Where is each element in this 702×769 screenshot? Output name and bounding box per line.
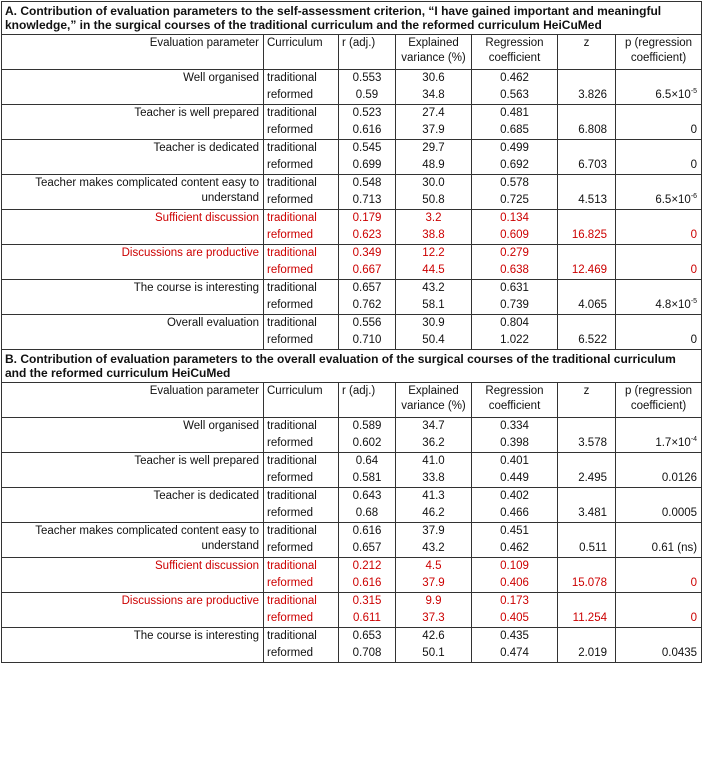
- regression-coefficient-cell: 0.578: [472, 175, 558, 193]
- evaluation-parameter: Teacher is well prepared: [2, 105, 264, 140]
- explained-variance-cell: 37.9: [396, 122, 472, 140]
- results-document: [1, 1, 701, 663]
- regression-coefficient-cell: 0.402: [472, 488, 558, 506]
- explained-variance-cell: 9.9: [396, 593, 472, 611]
- evaluation-parameter: Sufficient discussion: [2, 558, 264, 593]
- explained-variance-cell: 37.9: [396, 523, 472, 541]
- curriculum-cell: traditional: [264, 210, 339, 228]
- table-row: [2, 558, 702, 576]
- r-adj-cell: 0.64: [339, 453, 396, 471]
- header-curriculum: Curriculum: [264, 35, 339, 70]
- regression-coefficient-cell: 0.398: [472, 435, 558, 453]
- p-value: 0: [690, 334, 698, 346]
- explained-variance-cell: 29.7: [396, 140, 472, 158]
- header-p: p (regression coefficient): [616, 383, 702, 418]
- regression-coefficient-cell: 0.466: [472, 505, 558, 523]
- regression-coefficient-cell: 0.435: [472, 628, 558, 646]
- r-adj-cell: 0.667: [339, 262, 396, 280]
- explained-variance-cell: 36.2: [396, 435, 472, 453]
- z-cell: 6.703: [558, 140, 616, 175]
- regression-coefficient-cell: 0.481: [472, 105, 558, 123]
- p-exponent: -5: [690, 298, 698, 305]
- evaluation-parameter: The course is interesting: [2, 280, 264, 315]
- p-cell: [616, 558, 702, 593]
- regression-coefficient-cell: 0.638: [472, 262, 558, 280]
- section-title-row: [2, 2, 702, 35]
- explained-variance-cell: 38.8: [396, 227, 472, 245]
- p-cell: [616, 523, 702, 558]
- table-row: [2, 488, 702, 506]
- table-row: [2, 628, 702, 646]
- r-adj-cell: 0.710: [339, 332, 396, 350]
- explained-variance-cell: 41.3: [396, 488, 472, 506]
- r-adj-cell: 0.611: [339, 610, 396, 628]
- explained-variance-cell: 50.4: [396, 332, 472, 350]
- results-table-body: [2, 2, 702, 663]
- z-cell: 15.078: [558, 558, 616, 593]
- p-value: 0.0005: [661, 507, 698, 519]
- z-cell: 6.808: [558, 105, 616, 140]
- curriculum-cell: traditional: [264, 280, 339, 298]
- explained-variance-cell: 3.2: [396, 210, 472, 228]
- z-cell: 4.513: [558, 175, 616, 210]
- header-r-adj: r (adj.): [339, 383, 396, 418]
- p-value: 0: [690, 577, 698, 589]
- evaluation-parameter: Discussions are productive: [2, 245, 264, 280]
- regression-coefficient-cell: 0.334: [472, 418, 558, 436]
- regression-coefficient-cell: 0.134: [472, 210, 558, 228]
- r-adj-cell: 0.68: [339, 505, 396, 523]
- p-cell: [616, 628, 702, 663]
- p-cell: [616, 105, 702, 140]
- explained-variance-cell: 34.7: [396, 418, 472, 436]
- table-row: [2, 210, 702, 228]
- table-row: [2, 175, 702, 193]
- curriculum-cell: reformed: [264, 157, 339, 175]
- explained-variance-cell: 30.9: [396, 315, 472, 333]
- r-adj-cell: 0.616: [339, 523, 396, 541]
- regression-coefficient-cell: 0.449: [472, 470, 558, 488]
- explained-variance-cell: 42.6: [396, 628, 472, 646]
- regression-coefficient-cell: 0.609: [472, 227, 558, 245]
- p-cell: [616, 140, 702, 175]
- evaluation-parameter: Sufficient discussion: [2, 210, 264, 245]
- z-cell: 3.826: [558, 70, 616, 105]
- p-cell: [616, 488, 702, 523]
- r-adj-cell: 0.556: [339, 315, 396, 333]
- curriculum-cell: traditional: [264, 315, 339, 333]
- curriculum-cell: traditional: [264, 140, 339, 158]
- curriculum-cell: reformed: [264, 540, 339, 558]
- section-title-row: [2, 350, 702, 383]
- header-row: [2, 35, 702, 70]
- explained-variance-cell: 44.5: [396, 262, 472, 280]
- curriculum-cell: traditional: [264, 628, 339, 646]
- z-cell: 11.254: [558, 593, 616, 628]
- header-regression-coefficient: Regression coefficient: [472, 383, 558, 418]
- header-evaluation-parameter: Evaluation parameter: [2, 35, 264, 70]
- p-value: 0: [690, 264, 698, 276]
- evaluation-parameter: Teacher is dedicated: [2, 140, 264, 175]
- curriculum-cell: reformed: [264, 575, 339, 593]
- p-cell: [616, 418, 702, 453]
- r-adj-cell: 0.657: [339, 280, 396, 298]
- p-value: 0.61 (ns): [651, 542, 698, 554]
- z-cell: 3.578: [558, 418, 616, 453]
- z-cell: 0.511: [558, 523, 616, 558]
- curriculum-cell: reformed: [264, 332, 339, 350]
- table-row: [2, 523, 702, 541]
- curriculum-cell: reformed: [264, 645, 339, 663]
- regression-coefficient-cell: 0.405: [472, 610, 558, 628]
- header-p: p (regression coefficient): [616, 35, 702, 70]
- p-value: 0: [690, 229, 698, 241]
- z-cell: 2.019: [558, 628, 616, 663]
- evaluation-parameter: Teacher makes complicated content easy to understand: [2, 523, 264, 558]
- r-adj-cell: 0.59: [339, 87, 396, 105]
- regression-coefficient-cell: 0.692: [472, 157, 558, 175]
- curriculum-cell: traditional: [264, 70, 339, 88]
- regression-coefficient-cell: 0.631: [472, 280, 558, 298]
- p-exponent: -5: [690, 88, 698, 95]
- explained-variance-cell: 4.5: [396, 558, 472, 576]
- header-explained-variance: Explained variance (%): [396, 35, 472, 70]
- p-value: 6.5×10: [655, 194, 691, 206]
- evaluation-parameter: Well organised: [2, 418, 264, 453]
- regression-coefficient-cell: 1.022: [472, 332, 558, 350]
- evaluation-parameter: Teacher is dedicated: [2, 488, 264, 523]
- curriculum-cell: reformed: [264, 435, 339, 453]
- regression-coefficient-cell: 0.406: [472, 575, 558, 593]
- explained-variance-cell: 37.3: [396, 610, 472, 628]
- regression-coefficient-cell: 0.725: [472, 192, 558, 210]
- regression-coefficient-cell: 0.401: [472, 453, 558, 471]
- explained-variance-cell: 43.2: [396, 280, 472, 298]
- r-adj-cell: 0.657: [339, 540, 396, 558]
- curriculum-cell: traditional: [264, 418, 339, 436]
- regression-coefficient-cell: 0.462: [472, 70, 558, 88]
- curriculum-cell: reformed: [264, 505, 339, 523]
- explained-variance-cell: 33.8: [396, 470, 472, 488]
- p-value: 0.0126: [661, 472, 698, 484]
- r-adj-cell: 0.523: [339, 105, 396, 123]
- explained-variance-cell: 48.9: [396, 157, 472, 175]
- table-row: [2, 70, 702, 88]
- p-value: 0.0435: [661, 647, 698, 659]
- table-row: [2, 315, 702, 333]
- regression-coefficient-cell: 0.109: [472, 558, 558, 576]
- p-exponent: -6: [690, 193, 698, 200]
- header-regression-coefficient: Regression coefficient: [472, 35, 558, 70]
- p-cell: [616, 70, 702, 105]
- section-title: B. Contribution of evaluation parameters to the overall evaluation of the surgical courses of the traditional curriculum and the reformed curriculum HeiCuMed: [2, 350, 702, 383]
- p-cell: [616, 280, 702, 315]
- r-adj-cell: 0.708: [339, 645, 396, 663]
- explained-variance-cell: 37.9: [396, 575, 472, 593]
- explained-variance-cell: 27.4: [396, 105, 472, 123]
- r-adj-cell: 0.616: [339, 122, 396, 140]
- curriculum-cell: traditional: [264, 245, 339, 263]
- p-cell: [616, 593, 702, 628]
- r-adj-cell: 0.548: [339, 175, 396, 193]
- p-value: 4.8×10: [655, 299, 691, 311]
- z-cell: 2.495: [558, 453, 616, 488]
- r-adj-cell: 0.602: [339, 435, 396, 453]
- header-z: z: [558, 35, 616, 70]
- explained-variance-cell: 30.0: [396, 175, 472, 193]
- regression-coefficient-cell: 0.499: [472, 140, 558, 158]
- z-cell: 12.469: [558, 245, 616, 280]
- table-row: [2, 593, 702, 611]
- p-value: 0: [690, 612, 698, 624]
- curriculum-cell: reformed: [264, 297, 339, 315]
- header-explained-variance: Explained variance (%): [396, 383, 472, 418]
- regression-coefficient-cell: 0.451: [472, 523, 558, 541]
- explained-variance-cell: 34.8: [396, 87, 472, 105]
- r-adj-cell: 0.643: [339, 488, 396, 506]
- evaluation-parameter: Teacher makes complicated content easy to understand: [2, 175, 264, 210]
- r-adj-cell: 0.713: [339, 192, 396, 210]
- evaluation-parameter: Well organised: [2, 70, 264, 105]
- regression-coefficient-cell: 0.563: [472, 87, 558, 105]
- p-cell: [616, 175, 702, 210]
- r-adj-cell: 0.553: [339, 70, 396, 88]
- curriculum-cell: traditional: [264, 105, 339, 123]
- regression-coefficient-cell: 0.173: [472, 593, 558, 611]
- r-adj-cell: 0.762: [339, 297, 396, 315]
- section-title: A. Contribution of evaluation parameters to the self-assessment criterion, “I have gained important and meaningful knowledge,” in the surgical courses of the traditional curriculum and the reformed curriculum HeiCuMed: [2, 2, 702, 35]
- curriculum-cell: traditional: [264, 593, 339, 611]
- p-cell: [616, 315, 702, 350]
- table-row: [2, 245, 702, 263]
- p-value: 1.7×10: [655, 437, 691, 449]
- explained-variance-cell: 43.2: [396, 540, 472, 558]
- p-value: 6.5×10: [655, 89, 691, 101]
- regression-coefficient-cell: 0.462: [472, 540, 558, 558]
- explained-variance-cell: 50.8: [396, 192, 472, 210]
- regression-coefficient-cell: 0.685: [472, 122, 558, 140]
- curriculum-cell: reformed: [264, 192, 339, 210]
- r-adj-cell: 0.315: [339, 593, 396, 611]
- header-z: z: [558, 383, 616, 418]
- p-cell: [616, 453, 702, 488]
- curriculum-cell: reformed: [264, 610, 339, 628]
- table-row: [2, 140, 702, 158]
- evaluation-parameter: The course is interesting: [2, 628, 264, 663]
- header-row: [2, 383, 702, 418]
- r-adj-cell: 0.349: [339, 245, 396, 263]
- regression-coefficient-cell: 0.739: [472, 297, 558, 315]
- r-adj-cell: 0.653: [339, 628, 396, 646]
- curriculum-cell: traditional: [264, 558, 339, 576]
- r-adj-cell: 0.212: [339, 558, 396, 576]
- r-adj-cell: 0.616: [339, 575, 396, 593]
- explained-variance-cell: 50.1: [396, 645, 472, 663]
- curriculum-cell: reformed: [264, 262, 339, 280]
- header-curriculum: Curriculum: [264, 383, 339, 418]
- r-adj-cell: 0.699: [339, 157, 396, 175]
- z-cell: 16.825: [558, 210, 616, 245]
- explained-variance-cell: 30.6: [396, 70, 472, 88]
- table-row: [2, 105, 702, 123]
- r-adj-cell: 0.589: [339, 418, 396, 436]
- results-table: [1, 1, 702, 663]
- z-cell: 6.522: [558, 315, 616, 350]
- table-row: [2, 453, 702, 471]
- p-exponent: -4: [690, 436, 698, 443]
- evaluation-parameter: Discussions are productive: [2, 593, 264, 628]
- p-cell: [616, 210, 702, 245]
- r-adj-cell: 0.545: [339, 140, 396, 158]
- regression-coefficient-cell: 0.279: [472, 245, 558, 263]
- r-adj-cell: 0.179: [339, 210, 396, 228]
- explained-variance-cell: 41.0: [396, 453, 472, 471]
- curriculum-cell: reformed: [264, 227, 339, 245]
- curriculum-cell: traditional: [264, 453, 339, 471]
- z-cell: 3.481: [558, 488, 616, 523]
- curriculum-cell: reformed: [264, 470, 339, 488]
- curriculum-cell: traditional: [264, 523, 339, 541]
- explained-variance-cell: 46.2: [396, 505, 472, 523]
- curriculum-cell: traditional: [264, 488, 339, 506]
- regression-coefficient-cell: 0.474: [472, 645, 558, 663]
- regression-coefficient-cell: 0.804: [472, 315, 558, 333]
- r-adj-cell: 0.581: [339, 470, 396, 488]
- header-r-adj: r (adj.): [339, 35, 396, 70]
- p-value: 0: [690, 159, 698, 171]
- z-cell: 4.065: [558, 280, 616, 315]
- curriculum-cell: reformed: [264, 122, 339, 140]
- explained-variance-cell: 58.1: [396, 297, 472, 315]
- evaluation-parameter: Overall evaluation: [2, 315, 264, 350]
- explained-variance-cell: 12.2: [396, 245, 472, 263]
- p-cell: [616, 245, 702, 280]
- curriculum-cell: reformed: [264, 87, 339, 105]
- header-evaluation-parameter: Evaluation parameter: [2, 383, 264, 418]
- r-adj-cell: 0.623: [339, 227, 396, 245]
- evaluation-parameter: Teacher is well prepared: [2, 453, 264, 488]
- p-value: 0: [690, 124, 698, 136]
- table-row: [2, 280, 702, 298]
- curriculum-cell: traditional: [264, 175, 339, 193]
- table-row: [2, 418, 702, 436]
